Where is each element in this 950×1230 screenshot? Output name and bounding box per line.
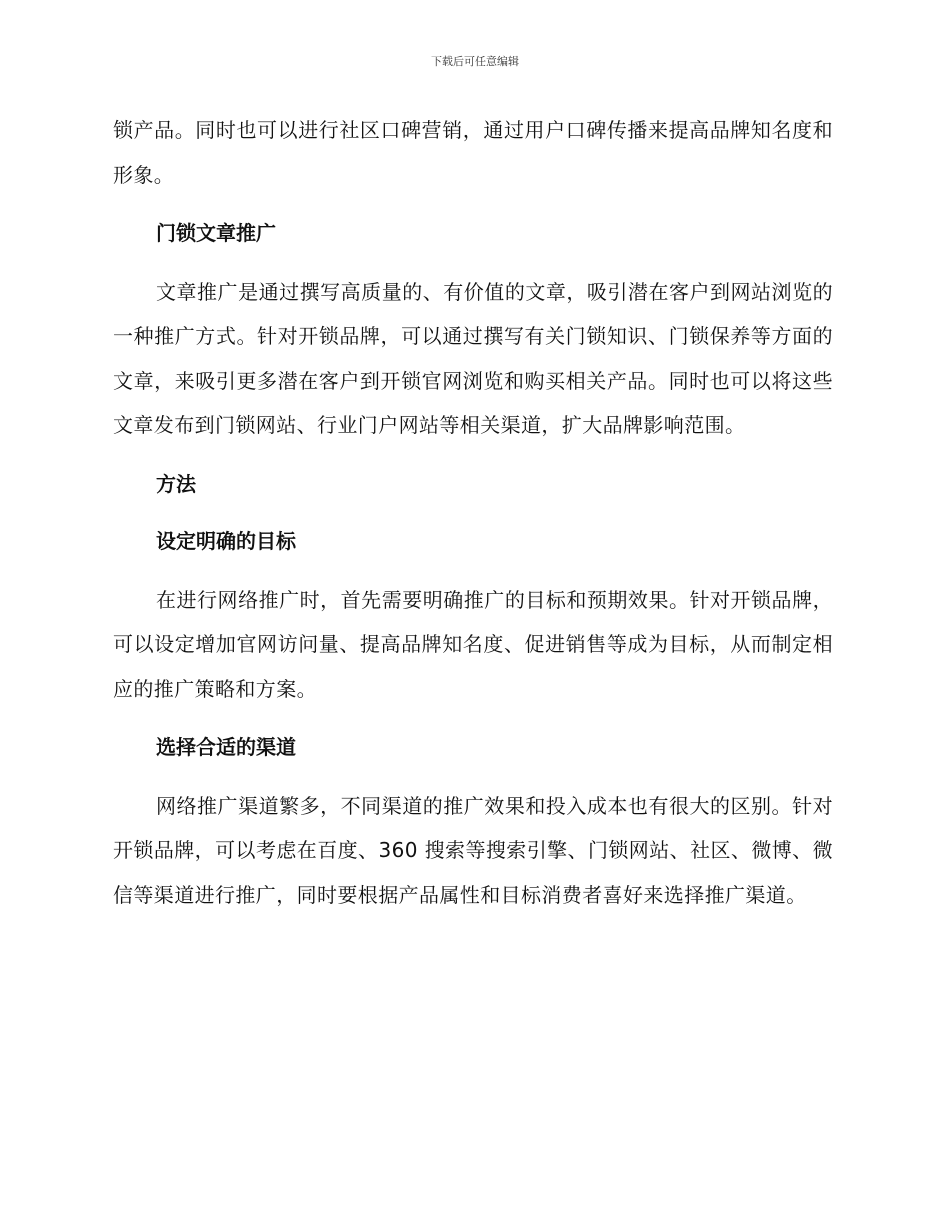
paragraph-continued: 锁产品。同时也可以进行社区口碑营销，通过用户口碑传播来提高品牌知名度和形象。 <box>113 118 833 187</box>
heading-choose-channels: 选择合适的渠道 <box>156 735 296 759</box>
paragraph-choose-channels: 网络推广渠道繁多，不同渠道的推广效果和投入成本也有很大的区别。针对开锁品牌，可以考虑在百度、360 搜索等搜索引擎、门锁网站、社区、微博、微信等渠道进行推广，同时要根据产品属性和目标消费者喜好来选择推广渠道。 <box>113 793 833 907</box>
heading-method: 方法 <box>156 471 196 496</box>
page-header: 下载后可任意编辑 <box>431 55 519 68</box>
paragraph-set-goals: 在进行网络推广时，首先需要明确推广的目标和预期效果。针对开锁品牌，可以设定增加官网访问量、提高品牌知名度、促进销售等成为目标，从而制定相应的推广策略和方案。 <box>113 587 833 701</box>
paragraph-article-promotion: 文章推广是通过撰写高质量的、有价值的文章，吸引潜在客户到网站浏览的一种推广方式。针对开锁品牌，可以通过撰写有关门锁知识、门锁保养等方面的文章，来吸引更多潜在客户到开锁官网浏览和购买相关产品。同时也可以将这些文章发布到门锁网站、行业门户网站等相关渠道，扩大品牌影响范围。 <box>113 279 833 437</box>
heading-article-promotion: 门锁文章推广 <box>156 221 276 245</box>
document-body <box>113 108 833 917</box>
heading-set-goals: 设定明确的目标 <box>156 529 296 553</box>
